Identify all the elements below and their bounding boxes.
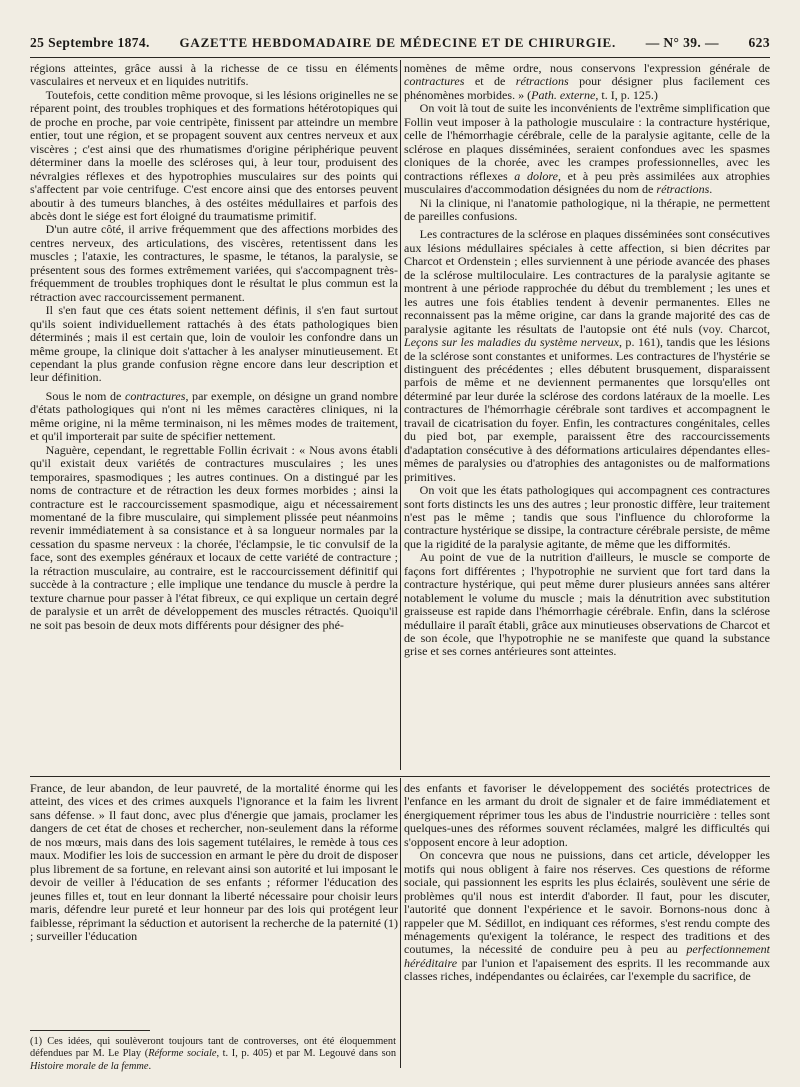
journal-title: GAZETTE HEBDOMADAIRE DE MÉDECINE ET DE CHIRURGIE. — [179, 35, 617, 50]
header-date: 25 Septembre 1874. — [30, 35, 150, 50]
upper-left-column — [30, 62, 398, 762]
header-rule — [30, 57, 770, 58]
paragraph: Sous le nom de contractures, par exemple, on désigne un grand nombre d'états pathologiques qui n'ont ni les mêmes caractères cliniques, ni la même origine, ni la même terminaison, ni les mêmes modes de traitement, et qu'il importerait par suite de spécifier nettement. — [30, 388, 398, 444]
paragraph: Il s'en faut que ces états soient nettement définis, il s'en faut surtout qu'ils soient individuellement rattachés à des états pathologiques bien déterminés ; mais il est certain que, loin de vouloir les confondre dans un même groupe, la clinique doit s'attacher à les analyser minutieusement. Et cependant la plus grande confusion règne encore dans leur description et leur définition. — [30, 303, 398, 385]
upper-right-column — [404, 62, 770, 762]
footnote-rule — [30, 1030, 150, 1031]
paragraph: régions atteintes, grâce aussi à la richesse de ce tissu en éléments vasculaires et nerveux et en liquides nutritifs. — [30, 62, 398, 89]
paragraph: nomènes de même ordre, nous conservons l'expression générale de contractures et de rétractions pour désigner plus facilement ces phénomènes morbides. » (Path. externe, t. I, p. 125.) — [404, 62, 770, 102]
paragraph: Naguère, cependant, le regrettable Follin écrivait : « Nous avons établi qu'il existait deux variétés de contractures musculaires ; les unes temporaires, spasmodiques ; les autres continues. On a distingué par les noms de contracture et de rétraction les deux formes morbides ; ainsi la contracture est le raccourcissement spasmodique, aigu et nécessairement momentané de la fibre musculaire, qui simplement plissée peut néanmoins revenir immédiatement à sa consistance et à sa longueur normales par la cessation du spasme nerveux : la chorée, l'éclampsie, le tic convulsif de la face, sont des exemples généraux et locaux de cette variété de contracture ; la rétraction musculaire, au contraire, est le raccourcissement définitif qui succède à la contracture ; elle implique une tendance du muscle à perdre la texture charnue pour passer à l'état fibreux, ce qui explique un certain degré de paralysie et un arrêt de développement des muscles rétractés. Quoiqu'il ne soit pas besoin de deux mots différents pour désigner des phé- — [30, 442, 398, 632]
section-rule — [30, 776, 770, 777]
running-header — [30, 30, 770, 56]
paragraph: France, de leur abandon, de leur pauvreté, de la mortalité énorme qui les atteint, des vices et des crimes auxquels l'ignorance et la faim les livrent sans défense. » Il faut donc, avec plus d'énergie que jamais, proclamer les dangers de cet état de choses et rechercher, non-seulement dans la réforme de nos mœurs, mais dans des lois sagement tutélaires, le remède à tous ces maux. Modifier les lois de succession en armant le père du droit de disposer plus librement de sa fortune, en relevant ainsi son autorité et lui imposant le devoir de veiller à l'éducation de ses enfants ; réformer l'éducation des jeunes filles et, tout en leur donnant la liberté nécessaire pour choisir leurs maris, défendre leur pureté et leur honneur par des lois qui protégent leur faiblesse, réprimant la séduction et autorisent la recherche de la paternité (1) ; surveiller l'éducation — [30, 782, 398, 943]
paragraph: On concevra que nous ne puissions, dans cet article, développer les motifs qui nous obligent à faire nos réserves. Ces questions de réforme sociale, qui passionnent les esprits les plus éclairés, soulèvent une série de problèmes qu'il nous est interdit d'aborder. Il faut, pour les discuter, l'autorité que donnent l'expérience et le savoir. Bornons-nous donc à rappeler que M. Sédillot, en indiquant ces réformes, s'est rendu compte des ménagements qu'exigent la tolérance, le respect des traditions et des coutumes, la nécessité de conduire peu à peu au perfectionnement héréditaire par l'union et l'apaisement des esprits. Il les recommande aux classes riches, indépendantes ou éclairées, car l'exemple du sacrifice, de — [404, 848, 770, 984]
paragraph: On voit que les états pathologiques qui accompagnent ces contractures sont forts distincts les uns des autres ; leur pronostic diffère, leur traitement n'est pas le même ; tandis que sous l'influence du chloroforme la contracture hystérique se dissipe, la contracture cérébrale persiste, de même que la rigidité de la paralysie agitante, de même que les difformités. — [404, 483, 770, 551]
issue-number: — N° 39. — — [645, 35, 719, 50]
paragraph: des enfants et favoriser le développement des sociétés protectrices de l'enfance en les armant du droit de signaler et de faire immédiatement et énergiquement réprimer tous les abus de l'industrie nourricière : telles sont quelques-unes des réformes souvent réclamées, malgré les difficultés qui s'opposent encore à leur adoption. — [404, 782, 770, 849]
column-divider-lower — [400, 778, 401, 1068]
paragraph: Les contractures de la sclérose en plaques disséminées sont consécutives aux lésions médullaires spéciales à cette affection, si bien décrites par Charcot et Ordenstein ; elles surviennent à une période avancée des phases de la sclérose multiloculaire. Les contractures de la paralysie agitante se montrent à une période rapprochée du début du tremblement ; les unes et les autres une fois établies tendent à devenir permanentes. Elles ne reconnaissent pas la même origine, car dans la grande majorité des cas de paralysie agitante les résultats de l'autopsie ont été nuls (voy. Charcot, Leçons sur les maladies du système nerveux, p. 161), tandis que les lésions de la sclérose sont constantes et uniformes. Les contractures de l'hystérie se distinguent des précédentes ; elles débutent brusquement, disparaissent parfois de même et ne deviennent permanentes que lorsqu'elles ont déterminé par leur durée la sclérose des cordons latéraux de la moelle. Les contractures de l'hémorrhagie cérébrale sont tardives et accompagnent le travail de cicatrisation du foyer. Enfin, les contractures congénitales, celles du pied bot, par exemple, paraissent être des raccourcissements d'adaptation consécutive à des déformations articulaires dépendantes elles-mêmes de paralysies ou d'atrophies des antagonistes ou de malformations primitives. — [404, 227, 770, 484]
lower-right-column — [404, 782, 770, 1072]
paragraph: On voit là tout de suite les inconvénients de l'extrême simplification que Follin veut imposer à la pathologie musculaire : la contracture hystérique, celle de l'hémorrhagie cérébrale, celle de la paralysie agitante, celle de la sclérose en plaques disséminées, seraient confondues avec les spasmes cloniques de la chorée, avec les crampes professionnelles, avec les contractions réflexes a dolore, et à peu près assimilées aux atrophies musculaires d'accommodation désignées du nom de rétractions. — [404, 101, 770, 197]
page-number: 623 — [748, 35, 770, 50]
lower-left-column — [30, 782, 398, 1026]
column-divider — [400, 60, 401, 770]
footnote: (1) Ces idées, qui soulèveront toujours tant de controverses, ont été éloquemment défendues par M. Le Play (Réforme sociale, t. I, p. 405) et par M. Legouvé dans son Histoire morale de la femme. — [30, 1036, 397, 1072]
paragraph: Toutefois, cette condition même provoque, si les lésions originelles ne se réparent point, des troubles trophiques et des formations hétérotopiques qui de proche en proche, par voie centripète, finissent par atteindre un membre entier, tout une région, et se propagent souvent aux centres nerveux et aux viscères ; c'est ainsi que des rhumatismes d'origine périphérique peuvent déterminer dans la moelle des scléroses qui, à leur tour, produisent des névralgies réflexes et des hypotrophies musculaires sur des points qui s'affectent par voie centrifuge. C'est encore ainsi que des entorses peuvent aboutir à des tumeurs blanches, à des ostéites médullaires et parfois des abcès dont le siége est fort éloigné du traumatisme primitif. — [30, 87, 398, 223]
paragraph: Au point de vue de la nutrition d'ailleurs, le muscle se comporte de façons fort différentes ; l'hypotrophie ne survient que fort tard dans la contracture hystérique, qui peut même durer plusieurs années sans altérer notablement le volume du muscle ; mais la dénutrition avec substitution graisseuse est rapide dans l'hémorrhagie cérébrale. Enfin, dans la sclérose médullaire il paraît établi, grâce aux minutieuses observations de Charcot et de son école, que l'hypotrophie ne se manifeste que quand la substance grise et ses cornes antérieures sont atteintes. — [404, 550, 770, 659]
paragraph: Ni la clinique, ni l'anatomie pathologique, ni la thérapie, ne permettent de pareilles confusions. — [404, 195, 770, 223]
paragraph: D'un autre côté, il arrive fréquemment que des affections morbides des centres nerveux, des articulations, des viscères, retentissent dans les muscles ; l'ataxie, les contractures, le spasme, le tétanos, la paralysie, se présentent sous des formes extrêmement variées, qui s'accompagnent très-fréquemment de troubles trophiques dont le résultat le plus commun est la rétraction avec raccourcissement permanent. — [30, 222, 398, 304]
